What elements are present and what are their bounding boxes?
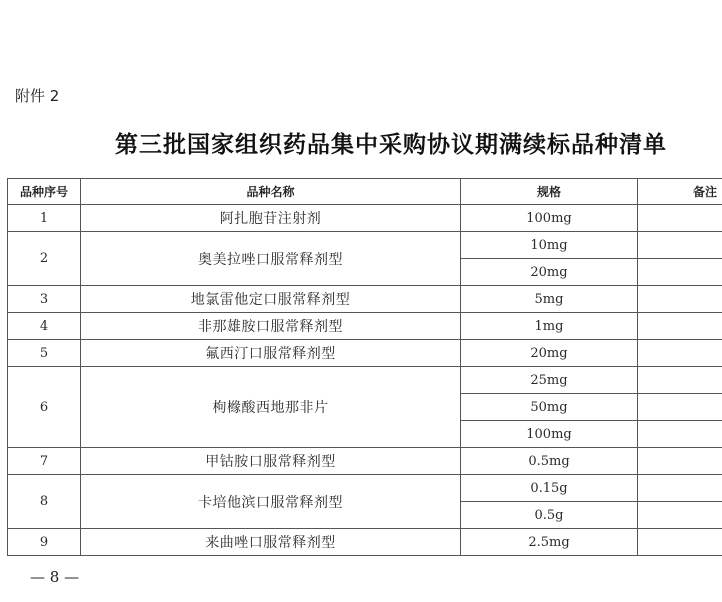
variety-spec: 2.5mg [461, 529, 638, 556]
variety-note [638, 502, 722, 529]
header-spec: 规格 [461, 179, 638, 205]
variety-name: 甲钴胺口服常释剂型 [81, 448, 461, 475]
variety-note [638, 421, 722, 448]
variety-seq: 8 [8, 475, 81, 529]
variety-name: 枸橼酸西地那非片 [81, 367, 461, 448]
variety-seq: 7 [8, 448, 81, 475]
variety-seq: 2 [8, 232, 81, 286]
variety-seq: 1 [8, 205, 81, 232]
header-name: 品种名称 [81, 179, 461, 205]
header-seq: 品种序号 [8, 179, 81, 205]
variety-spec: 50mg [461, 394, 638, 421]
variety-spec: 0.15g [461, 475, 638, 502]
variety-seq: 3 [8, 286, 81, 313]
variety-name: 非那雄胺口服常释剂型 [81, 313, 461, 340]
variety-seq: 5 [8, 340, 81, 367]
variety-note [638, 313, 722, 340]
table-row [8, 529, 722, 556]
table-row [8, 232, 722, 259]
variety-note [638, 259, 722, 286]
table-row [8, 475, 722, 502]
table-row [8, 448, 722, 475]
table-row [8, 367, 722, 394]
variety-spec: 20mg [461, 259, 638, 286]
document-title: 第三批国家组织药品集中采购协议期满续标品种清单 [115, 131, 667, 158]
variety-spec: 100mg [461, 421, 638, 448]
variety-note [638, 340, 722, 367]
header-note: 备注 [638, 179, 722, 205]
variety-note [638, 448, 722, 475]
table-row [8, 205, 722, 232]
variety-name: 来曲唑口服常释剂型 [81, 529, 461, 556]
variety-name: 氟西汀口服常释剂型 [81, 340, 461, 367]
table-body [8, 205, 722, 556]
variety-note [638, 475, 722, 502]
variety-spec: 100mg [461, 205, 638, 232]
variety-spec: 5mg [461, 286, 638, 313]
table-row [8, 286, 722, 313]
variety-name: 奥美拉唑口服常释剂型 [81, 232, 461, 286]
variety-name: 阿扎胞苷注射剂 [81, 205, 461, 232]
variety-spec: 1mg [461, 313, 638, 340]
variety-note [638, 286, 722, 313]
variety-seq: 6 [8, 367, 81, 448]
variety-note [638, 367, 722, 394]
table-row [8, 313, 722, 340]
variety-note [638, 529, 722, 556]
table-row [8, 340, 722, 367]
variety-spec: 0.5mg [461, 448, 638, 475]
varieties-table [7, 178, 722, 556]
table-header-row [8, 179, 722, 205]
variety-seq: 4 [8, 313, 81, 340]
variety-name: 卡培他滨口服常释剂型 [81, 475, 461, 529]
variety-seq: 9 [8, 529, 81, 556]
variety-spec: 25mg [461, 367, 638, 394]
variety-note [638, 394, 722, 421]
attachment-label: 附件 2 [15, 87, 60, 105]
variety-name: 地氯雷他定口服常释剂型 [81, 286, 461, 313]
varieties-table-region [7, 178, 722, 556]
page-number: — 8 — [30, 568, 80, 586]
variety-spec: 20mg [461, 340, 638, 367]
variety-note [638, 232, 722, 259]
variety-spec: 0.5g [461, 502, 638, 529]
variety-note [638, 205, 722, 232]
variety-spec: 10mg [461, 232, 638, 259]
